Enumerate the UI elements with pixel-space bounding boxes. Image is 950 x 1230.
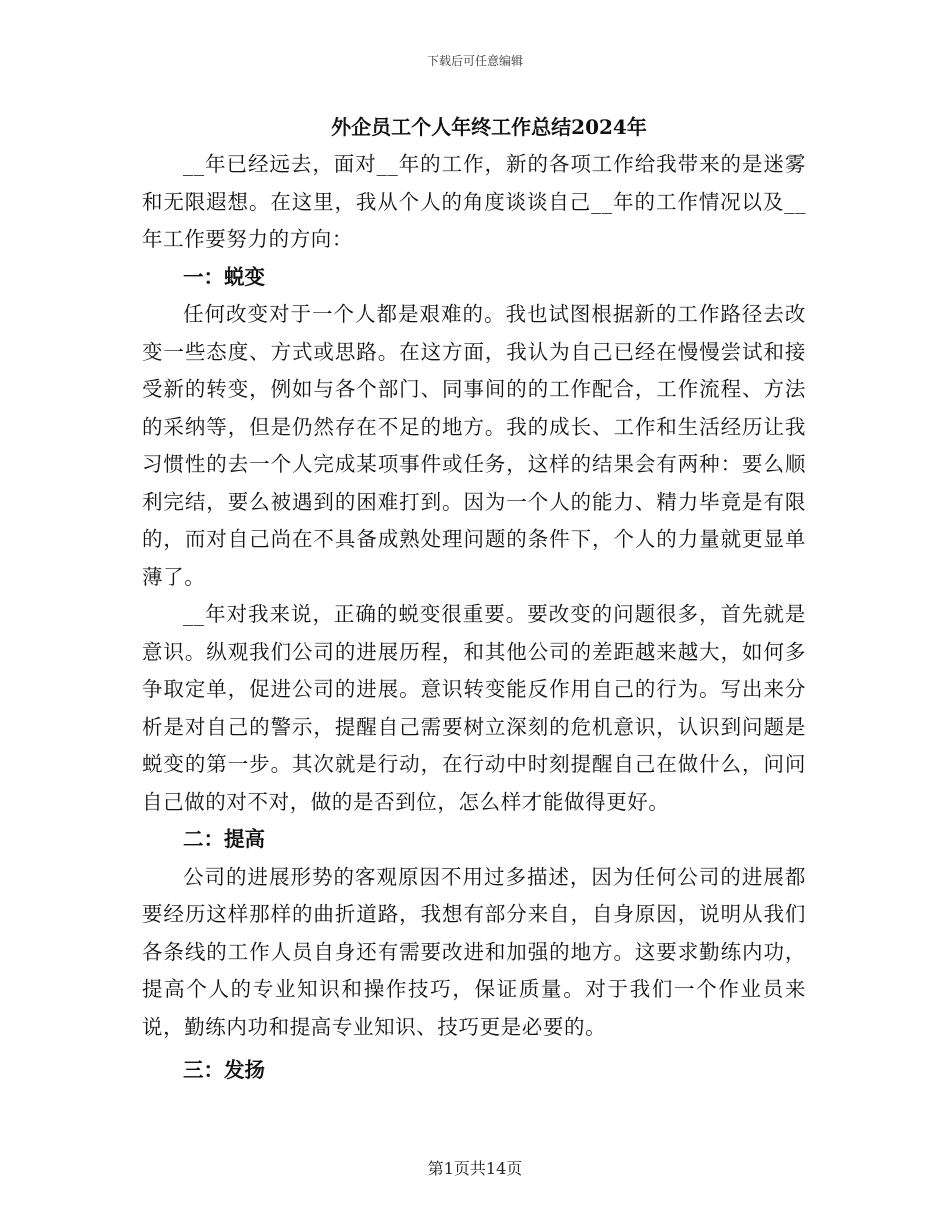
page-footer-page-number: 第1页共14页 [427, 1159, 523, 1178]
document-title: 外企员工个人年终工作总结2024年 [331, 115, 647, 139]
section-heading-transformation: 一：蜕变 [183, 264, 265, 289]
section-2-paragraph-1: 公司的进展形势的客观原因不用过多描述，因为任何公司的进展都要经历这样那样的曲折道路，我想有部分来自，自身原因，说明从我们各条线的工作人员自身还有需要改进和加强的地方。这要求勤练内功，提高个人的专业知识和操作技巧，保证质量。对于我们一个作业员来说，勤练内功和提高专业知识、技巧更是必要的。 [142, 864, 806, 1039]
section-1-paragraph-1: 任何改变对于一个人都是艰难的。我也试图根据新的工作路径去改变一些态度、方式或思路。在这方面，我认为自己已经在慢慢尝试和接受新的转变，例如与各个部门、同事间的的工作配合，工作流程、方法的采纳等，但是仍然存在不足的地方。我的成长、工作和生活经历让我习惯性的去一个人完成某项事件或任务，这样的结果会有两种：要么顺利完结，要么被遇到的困难打到。因为一个人的能力、精力毕竟是有限的，而对自己尚在不具备成熟处理问题的条件下，个人的力量就更显单薄了。 [142, 302, 806, 589]
intro-paragraph: __年已经远去，面对__年的工作，新的各项工作给我带来的是迷雾和无限遐想。在这里，我从个人的角度谈谈自己__年的工作情况以及__年工作要努力的方向： [142, 152, 806, 251]
section-heading-improvement: 二：提高 [183, 827, 265, 851]
section-1-paragraph-2: __年对我来说，正确的蜕变很重要。要改变的问题很多，首先就是意识。纵观我们公司的进展历程，和其他公司的差距越来越大，如何多争取定单，促进公司的进展。意识转变能反作用自己的行为。写出来分析是对自己的警示，提醒自己需要树立深刻的危机意识，认识到问题是蜕变的第一步。其次就是行动，在行动中时刻提醒自己在做什么，问问自己做的对不对，做的是否到位，怎么样才能做得更好。 [142, 602, 806, 814]
page-header-note: 下载后可任意编辑 [426, 54, 523, 68]
section-heading-carry-forward: 三：发扬 [183, 1058, 265, 1082]
document-body [142, 112, 806, 1090]
